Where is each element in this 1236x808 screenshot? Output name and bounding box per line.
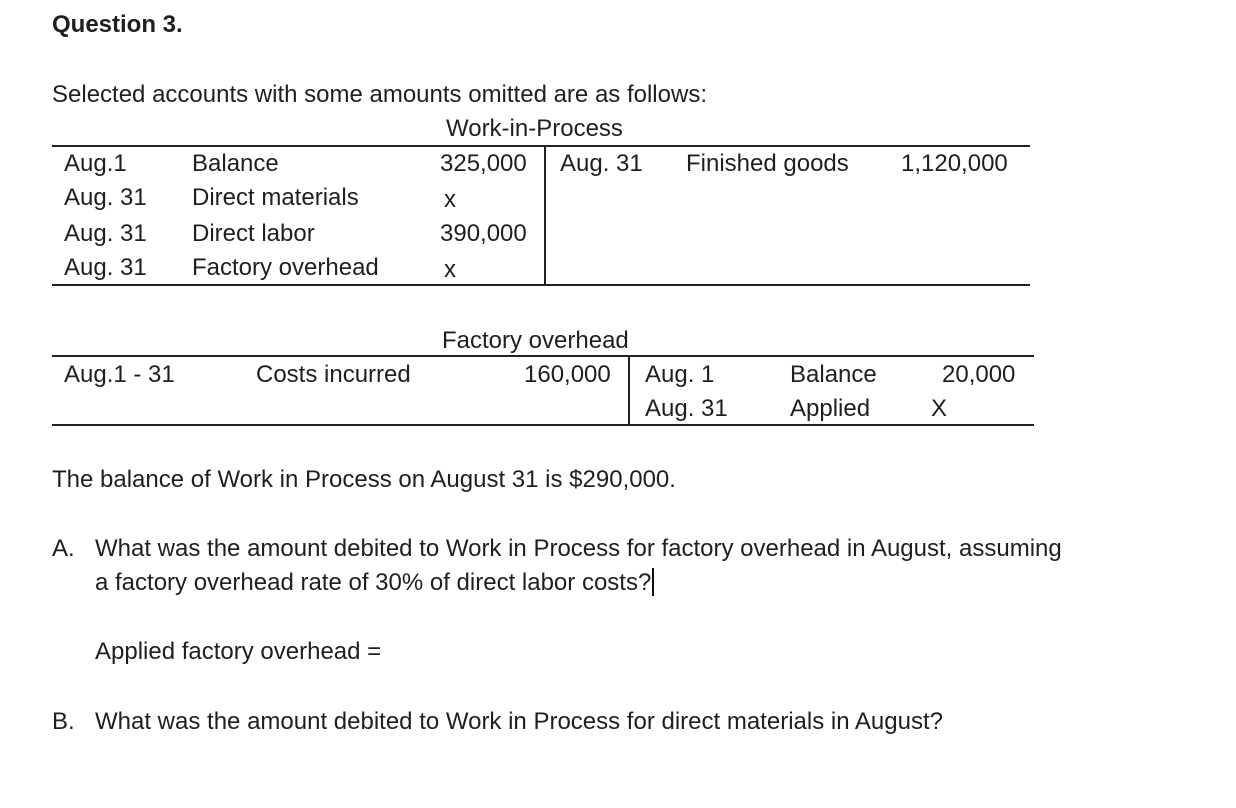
wip-debit-date: Aug. 31: [64, 220, 147, 247]
foh-top-rule: [52, 355, 1034, 357]
foh-credit-amount: 20,000: [942, 361, 1016, 388]
wip-credit-date: Aug. 31: [560, 150, 643, 177]
wip-debit-desc: Factory overhead: [192, 254, 379, 281]
wip-debit-date: Aug. 31: [64, 184, 147, 211]
question-a-letter: A.: [52, 535, 75, 562]
foh-bottom-rule: [52, 424, 1034, 426]
wip-center-rule: [544, 146, 546, 286]
question-title: Question 3.: [52, 11, 183, 38]
foh-debit-amount: 160,000: [524, 361, 611, 388]
foh-credit-date: Aug. 1: [645, 361, 715, 388]
wip-debit-desc: Balance: [192, 150, 279, 177]
wip-debit-amount: 390,000: [440, 220, 527, 247]
wip-top-rule: [52, 145, 1030, 147]
foh-debit-date: Aug.1 - 31: [64, 361, 175, 388]
foh-credit-desc: Balance: [790, 361, 877, 388]
foh-credit-date: Aug. 31: [645, 395, 728, 422]
wip-debit-amount: 325,000: [440, 150, 527, 177]
foh-center-rule: [628, 356, 630, 426]
balance-statement: The balance of Work in Process on August 31 is $290,000.: [52, 466, 676, 493]
wip-bottom-rule: [52, 284, 1030, 286]
foh-credit-desc: Applied: [790, 395, 871, 422]
intro-text: Selected accounts with some amounts omitted are as follows:: [52, 81, 707, 108]
wip-debit-date: Aug.1: [64, 150, 127, 177]
wip-account-title: Work-in-Process: [446, 115, 623, 142]
foh-account-title: Factory overhead: [442, 327, 629, 354]
wip-debit-date: Aug. 31: [64, 254, 147, 281]
question-b-letter: B.: [52, 708, 75, 735]
text-cursor: [652, 568, 654, 596]
question-a-line1: What was the amount debited to Work in Process for factory overhead in August, assuming: [95, 535, 1062, 562]
applied-overhead-label: Applied factory overhead =: [95, 638, 382, 665]
wip-credit-desc: Finished goods: [686, 150, 849, 177]
question-a-line2-wrap[interactable]: [95, 568, 654, 597]
wip-debit-desc: Direct labor: [192, 220, 315, 247]
wip-credit-amount: 1,120,000: [901, 150, 1008, 177]
wip-debit-desc: Direct materials: [192, 184, 359, 211]
question-b-text: What was the amount debited to Work in Process for direct materials in August?: [95, 708, 943, 735]
wip-debit-amount: x: [444, 256, 456, 283]
foh-debit-desc: Costs incurred: [256, 361, 411, 388]
wip-debit-amount: x: [444, 186, 456, 213]
question-a-line2: a factory overhead rate of 30% of direct labor costs?: [95, 569, 652, 596]
foh-credit-amount: X: [931, 395, 948, 422]
